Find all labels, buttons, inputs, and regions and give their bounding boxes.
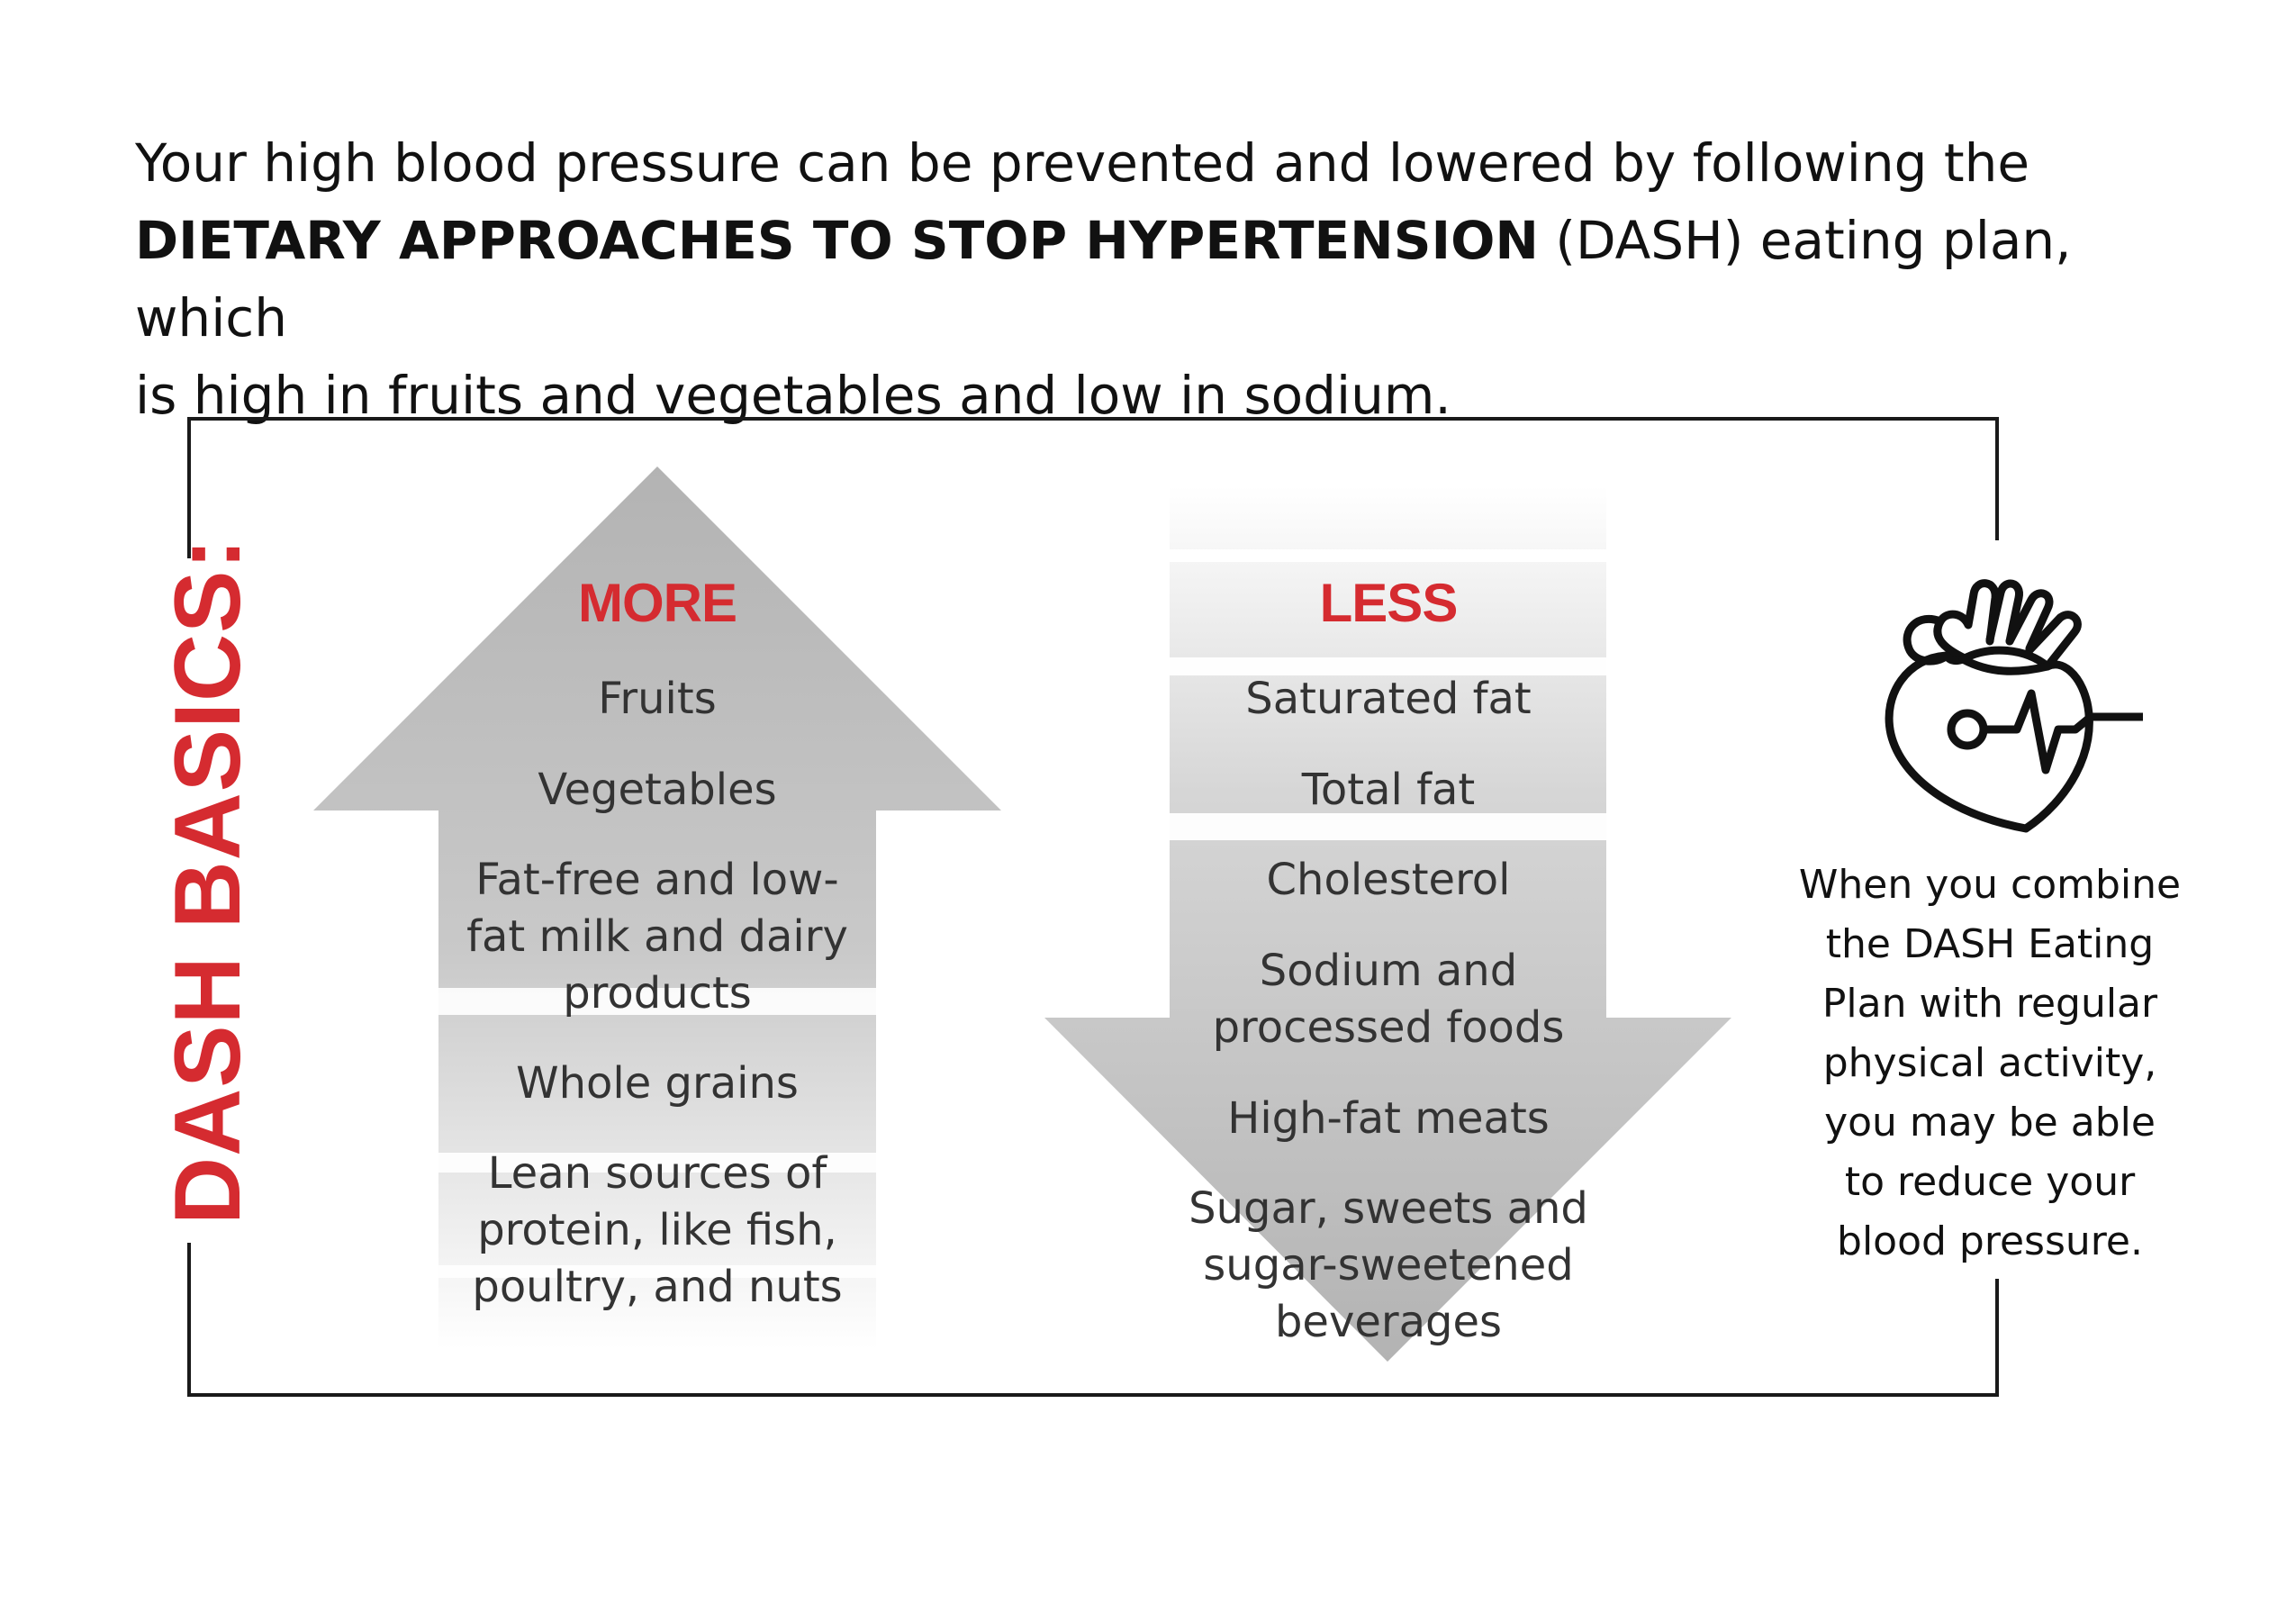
sidebar-title: DASH BASICS: [156,537,260,1225]
less-item-line: Cholesterol [1266,855,1511,905]
less-item-high-fat-meats [1118,1091,1659,1147]
intro-line-1: Your high blood pressure can be prevented and lowered by following the [135,132,2030,194]
more-item-line: protein, like fish, [477,1205,837,1255]
less-item-line: Saturated fat [1245,674,1532,724]
more-item-line: poultry, and nuts [472,1262,843,1312]
less-item-line: Sugar, sweets and [1189,1183,1588,1234]
more-item-fruits [387,671,927,728]
less-title: LESS [1319,573,1458,633]
note-line: When you combine [1798,862,2182,908]
less-item-total-fat [1118,762,1659,819]
note-line: the DASH Eating [1825,921,2155,967]
less-item-line: High-fat meats [1227,1093,1550,1144]
less-item-line: sugar-sweetened [1203,1240,1574,1290]
side-note [1765,856,2215,1272]
less-item-line: Total fat [1301,765,1476,815]
less-item-saturated-fat [1118,671,1659,728]
less-item-line: Sodium and [1259,946,1518,996]
intro-line-3: is high in fruits and vegetables and low in sodium. [135,365,1451,426]
less-item-sodium [1118,943,1659,1056]
more-item-line: Fat-free and low- [475,855,839,905]
intro-line-2-rest: (DASH) eating plan, which [135,210,2072,349]
more-item-dairy [387,852,927,1022]
more-item-protein [387,1146,927,1316]
note-line: blood pressure. [1837,1218,2143,1264]
note-line: you may be able [1824,1100,2156,1146]
more-item-line: fat milk and dairy [466,911,848,962]
less-item-sugar [1073,1181,1704,1351]
more-item-line: Lean sources of [487,1148,827,1199]
less-item-line: processed foods [1212,1002,1565,1053]
note-line: physical activity, [1822,1040,2157,1086]
more-title: MORE [578,573,737,633]
less-item-cholesterol [1118,852,1659,909]
more-item-line: Vegetables [538,765,777,815]
more-item-vegetables [387,762,927,819]
note-line: to reduce your [1844,1159,2136,1205]
more-item-whole-grains [387,1055,927,1112]
note-line: Plan with regular [1821,981,2158,1027]
more-item-line: Whole grains [516,1058,799,1109]
more-item-line: Fruits [598,674,717,724]
heart-with-heartbeat-icon [1855,558,2143,847]
more-item-line: products [563,968,752,1019]
intro-emphasis: DIETARY APPROACHES TO STOP HYPERTENSION [135,210,1539,271]
less-item-line: beverages [1274,1297,1503,1347]
